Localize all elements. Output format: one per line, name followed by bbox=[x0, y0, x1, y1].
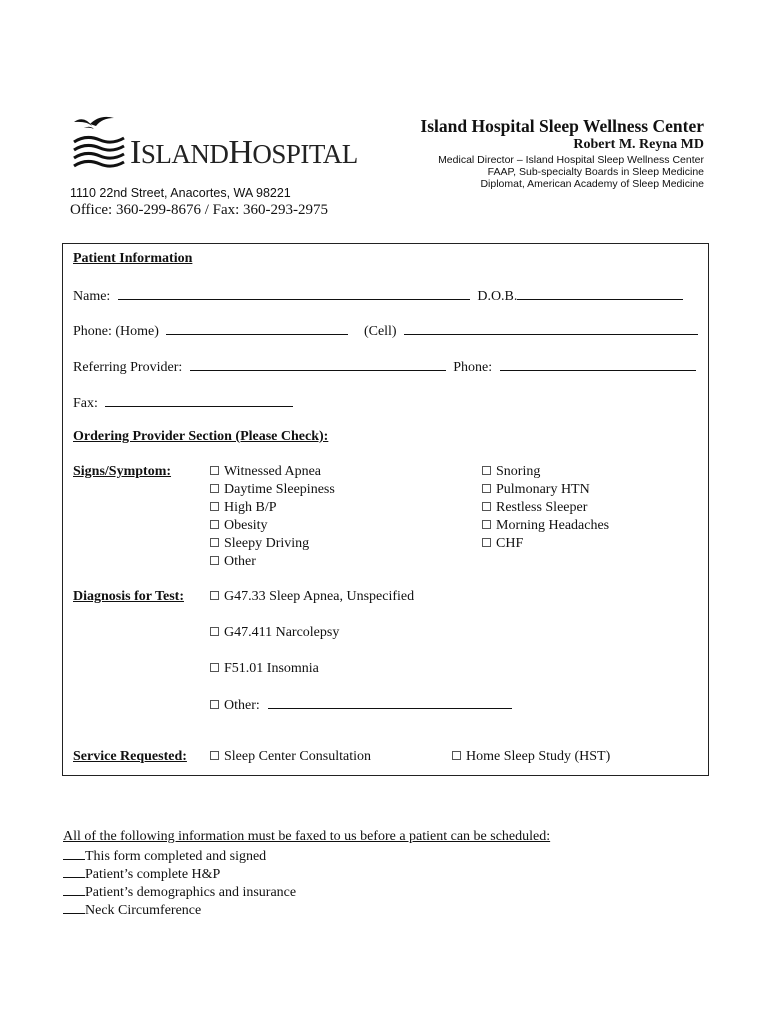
required-info-notice: All of the following information must be faxed to us before a patient can be scheduled: bbox=[63, 829, 551, 844]
checkbox[interactable] bbox=[210, 466, 219, 475]
checklist-item: Patient’s complete H&P bbox=[63, 865, 220, 883]
credential-line: FAAP, Sub-specialty Boards in Sleep Medicine bbox=[487, 166, 704, 178]
checkbox-option[interactable]: G47.411 Narcolepsy bbox=[210, 624, 339, 642]
checkbox[interactable] bbox=[210, 700, 219, 709]
name-row bbox=[73, 286, 683, 305]
cell-field[interactable] bbox=[404, 321, 698, 335]
diagnosis-label: Diagnosis for Test: bbox=[73, 589, 184, 604]
checklist-item: Patient’s demographics and insurance bbox=[63, 883, 296, 901]
checkbox-option[interactable]: Sleepy Driving bbox=[210, 535, 335, 553]
checkbox[interactable] bbox=[482, 502, 491, 511]
checkbox-option[interactable]: Home Sleep Study (HST) bbox=[452, 748, 610, 766]
patient-info-heading: Patient Information bbox=[73, 251, 193, 266]
bird-waves-icon bbox=[70, 112, 128, 174]
checklist-item: This form completed and signed bbox=[63, 847, 266, 865]
credential-line: Diplomat, American Academy of Sleep Medicine bbox=[480, 178, 704, 190]
signs-left-column bbox=[210, 463, 335, 571]
checkbox[interactable] bbox=[210, 751, 219, 760]
service-requested-label: Service Requested: bbox=[73, 749, 187, 764]
checkbox-option[interactable]: CHF bbox=[482, 535, 609, 553]
phone-home-field[interactable] bbox=[166, 321, 348, 335]
checkbox-option[interactable]: Pulmonary HTN bbox=[482, 481, 609, 499]
island-hospital-logo bbox=[70, 112, 360, 174]
fax-label: Fax: bbox=[73, 396, 98, 411]
referring-provider-row bbox=[73, 357, 696, 376]
name-field[interactable] bbox=[118, 286, 470, 300]
office-phone-fax: Office: 360-299-8676 / Fax: 360-293-2975 bbox=[70, 202, 329, 218]
credential-line: Medical Director – Island Hospital Sleep Wellness Center bbox=[438, 154, 704, 166]
fax-row bbox=[73, 393, 293, 412]
checkbox[interactable] bbox=[482, 520, 491, 529]
provider-phone-field[interactable] bbox=[500, 357, 696, 371]
checkbox[interactable] bbox=[210, 538, 219, 547]
dob-label: D.O.B. bbox=[477, 289, 518, 304]
checkbox[interactable] bbox=[210, 591, 219, 600]
dob-field[interactable] bbox=[517, 286, 683, 300]
checkbox-option[interactable]: F51.01 Insomnia bbox=[210, 660, 319, 678]
name-label: Name: bbox=[73, 289, 111, 304]
phone-row bbox=[73, 321, 698, 340]
signs-symptom-label: Signs/Symptom: bbox=[73, 464, 172, 479]
address: 1110 22nd Street, Anacortes, WA 98221 bbox=[70, 186, 291, 200]
checkbox[interactable] bbox=[210, 627, 219, 636]
checkbox-option[interactable]: Other bbox=[210, 553, 335, 571]
logo-wordmark: ISLANDHOSPITAL bbox=[130, 134, 358, 171]
medical-director-name: Robert M. Reyna MD bbox=[573, 137, 704, 152]
checkbox-option[interactable]: Other: bbox=[210, 695, 512, 713]
checkbox[interactable] bbox=[482, 466, 491, 475]
phone-home-label: Phone: (Home) bbox=[73, 324, 159, 339]
provider-phone-label: Phone: bbox=[453, 360, 493, 375]
checkbox-option[interactable]: Morning Headaches bbox=[482, 517, 609, 535]
checkbox-option[interactable]: Snoring bbox=[482, 463, 609, 481]
referring-provider-label: Referring Provider: bbox=[73, 360, 183, 375]
referring-provider-field[interactable] bbox=[190, 357, 446, 371]
checkbox-option[interactable]: High B/P bbox=[210, 499, 335, 517]
other-diagnosis-field[interactable] bbox=[268, 695, 512, 709]
checkbox-option[interactable]: Obesity bbox=[210, 517, 335, 535]
checkbox[interactable] bbox=[210, 520, 219, 529]
signs-right-column bbox=[482, 463, 609, 553]
center-title: Island Hospital Sleep Wellness Center bbox=[420, 116, 704, 136]
checkbox[interactable] bbox=[482, 484, 491, 493]
checkbox[interactable] bbox=[210, 502, 219, 511]
checkbox-option[interactable]: G47.33 Sleep Apnea, Unspecified bbox=[210, 588, 414, 606]
checkbox-option[interactable]: Daytime Sleepiness bbox=[210, 481, 335, 499]
checkbox-option[interactable]: Witnessed Apnea bbox=[210, 463, 335, 481]
checklist-item: Neck Circumference bbox=[63, 901, 201, 919]
checkbox[interactable] bbox=[210, 484, 219, 493]
checkbox[interactable] bbox=[482, 538, 491, 547]
cell-label: (Cell) bbox=[363, 324, 397, 339]
checkbox[interactable] bbox=[210, 556, 219, 565]
checkbox[interactable] bbox=[452, 751, 461, 760]
fax-field[interactable] bbox=[105, 393, 293, 407]
checkbox[interactable] bbox=[210, 663, 219, 672]
ordering-provider-heading: Ordering Provider Section (Please Check): bbox=[73, 429, 329, 444]
checkbox-option[interactable]: Restless Sleeper bbox=[482, 499, 609, 517]
checkbox-option[interactable]: Sleep Center Consultation bbox=[210, 748, 371, 766]
